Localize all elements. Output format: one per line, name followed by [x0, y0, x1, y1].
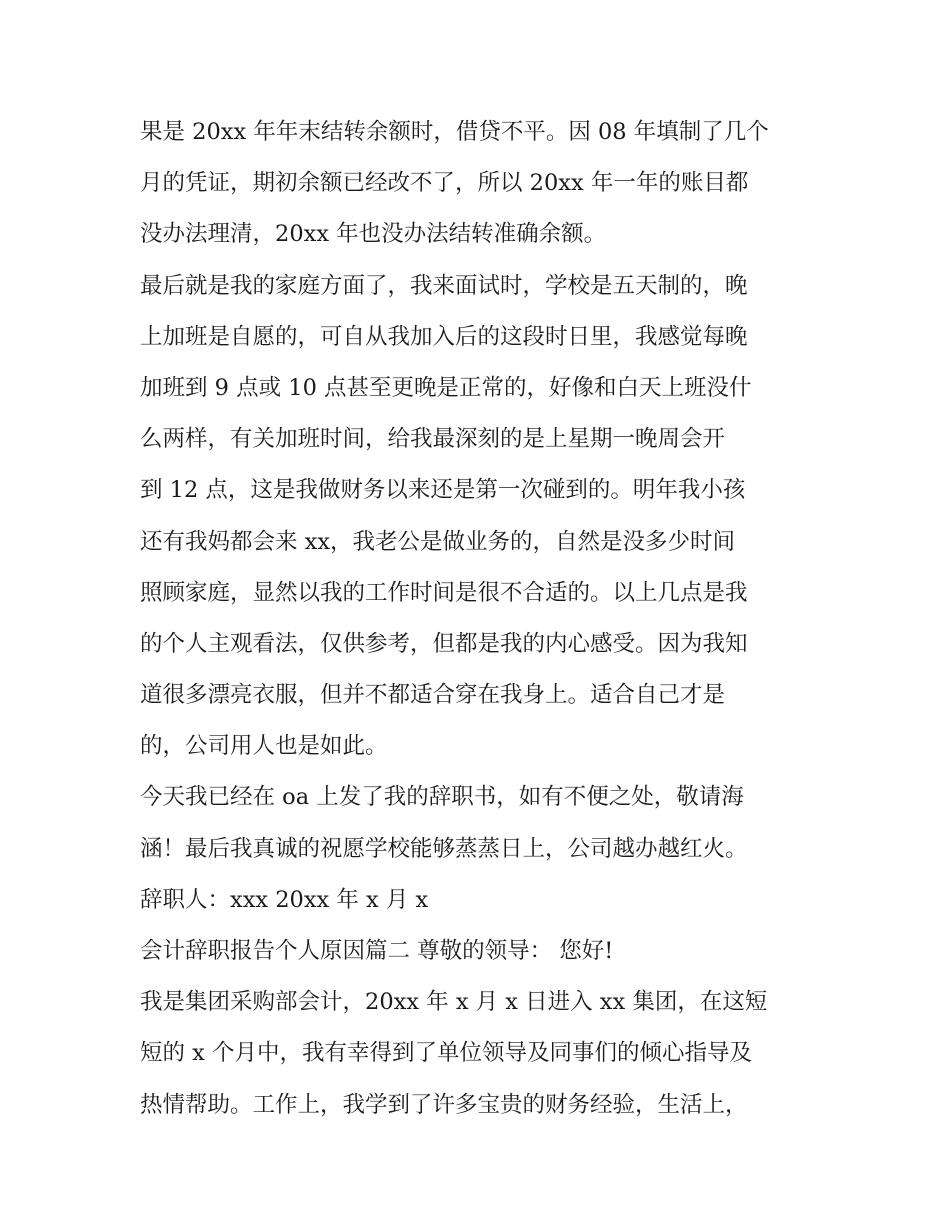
text-line: 我是集团采购部会计，20xx 年 x 月 x 日进入 xx 集团，在这短 [140, 989, 768, 1016]
text-line: 加班到 9 点或 10 点甚至更晚是正常的，好像和白天上班没什 [140, 374, 752, 401]
text-line: 涵！最后我真诚的祝愿学校能够蒸蒸日上，公司越办越红火。 [140, 835, 748, 862]
text-line: 今天我已经在 oa 上发了我的辞职书，如有不便之处，敬请海 [140, 784, 744, 811]
text-line: 短的 x 个月中，我有幸得到了单位领导及同事们的倾心指导及 [140, 1040, 752, 1067]
text-line: 到 12 点，这是我做财务以来还是第一次碰到的。明年我小孩 [140, 477, 746, 504]
text-line: 没办法理清，20xx 年也没办法结转准确余额。 [140, 221, 607, 248]
text-line: 最后就是我的家庭方面了，我来面试时，学校是五天制的，晚 [140, 272, 748, 299]
text-line: 热情帮助。工作上，我学到了许多宝贵的财务经验，生活上， [140, 1091, 748, 1118]
text-line: 的个人主观看法，仅供参考，但都是我的内心感受。因为我知 [140, 630, 748, 657]
text-line: 上加班是自愿的，可自从我加入后的这段时日里，我感觉每晚 [140, 323, 748, 350]
text-line: 会计辞职报告个人原因篇二 尊敬的领导： 您好! [140, 938, 614, 964]
text-line: 道很多漂亮衣服，但并不都适合穿在我身上。适合自己才是 [140, 682, 726, 709]
document-body [140, 107, 820, 1131]
text-line: 还有我妈都会来 xx，我老公是做业务的，自然是没多少时间 [140, 528, 736, 555]
text-line: 月的凭证，期初余额已经改不了，所以 20xx 年一年的账目都 [140, 170, 749, 197]
text-line: 么两样，有关加班时间，给我最深刻的是上星期一晚周会开 [140, 426, 726, 453]
text-line: 辞职人：xxx 20xx 年 x 月 x [140, 886, 429, 913]
text-line: 果是 20xx 年年末结转余额时，借贷不平。因 08 年填制了几个 [140, 119, 769, 145]
text-line: 照顾家庭，显然以我的工作时间是很不合适的。以上几点是我 [140, 579, 748, 606]
text-line: 的，公司用人也是如此。 [140, 733, 388, 760]
